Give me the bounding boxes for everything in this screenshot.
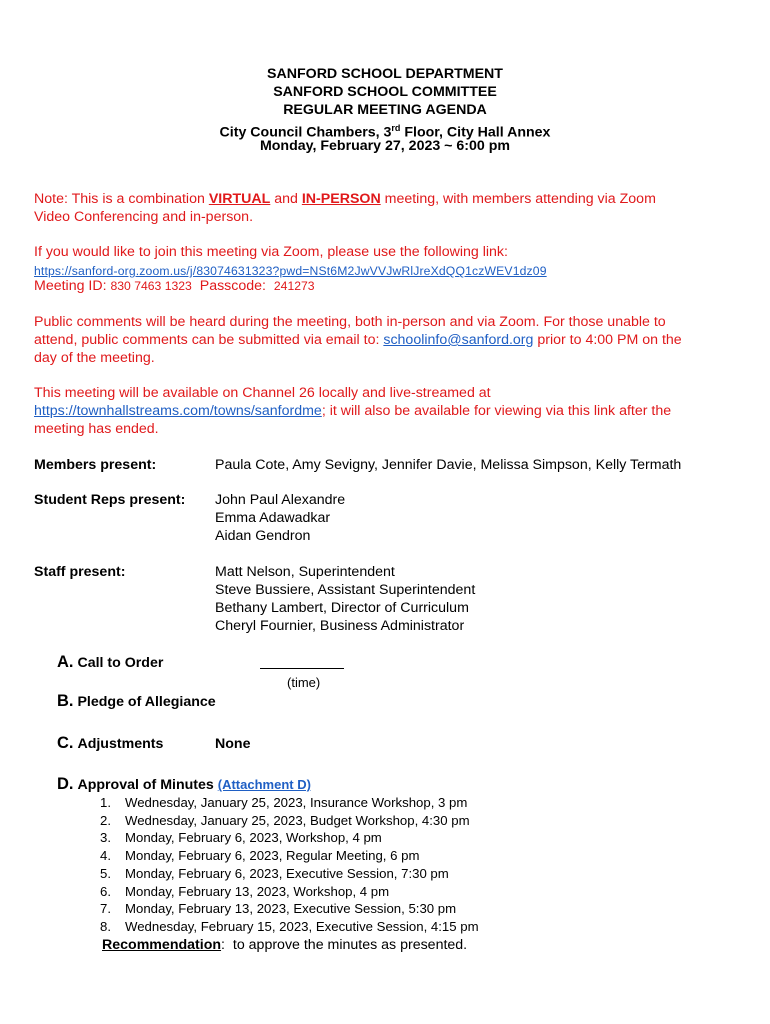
student-rep: John Paul Alexandre — [215, 492, 346, 508]
student-rep: Emma Adawadkar — [215, 510, 331, 526]
meeting-location: City Council Chambers, 3rd Floor, City Hall Annex — [219, 123, 551, 141]
comments-line1: Public comments will be heard during the meeting, both in-person and via Zoom. For those unable to — [34, 314, 666, 330]
list-item: 3. Monday, February 6, 2023, Workshop, 4 pm — [100, 830, 382, 846]
list-item: 6. Monday, February 13, 2023, Workshop, 4 pm — [100, 883, 390, 899]
staff-member: Matt Nelson, Superintendent — [215, 564, 395, 580]
meeting-note: Note: This is a combination VIRTUAL and IN-PERSON meeting, with members attending via Zoom — [34, 191, 656, 207]
meeting-note-line2: Video Conferencing and in-person. — [34, 209, 254, 225]
zoom-link[interactable]: https://sanford-org.zoom.us/j/83074631323?pwd=NSt6M2JwVVJwRlJreXdQQ1czWEV1dz09 — [34, 264, 547, 278]
meeting-id-value: 830 7463 1323 — [110, 279, 192, 293]
staff-label: Staff present: — [34, 564, 126, 580]
members-label: Members present: — [34, 457, 157, 473]
adjustments-value: None — [215, 736, 251, 752]
time-caption: (time) — [287, 675, 321, 690]
recommendation-label: Recommendation — [102, 937, 222, 953]
department-title: SANFORD SCHOOL DEPARTMENT — [267, 66, 503, 82]
staff-member: Steve Bussiere, Assistant Superintendent — [215, 582, 476, 598]
staff-member: Cheryl Fournier, Business Administrator — [215, 618, 465, 634]
list-item: 8. Wednesday, February 15, 2023, Executive Session, 4:15 pm — [100, 918, 479, 934]
stream-link[interactable]: https://townhallstreams.com/towns/sanfordme — [34, 403, 322, 419]
student-reps-label: Student Reps present: — [34, 492, 186, 508]
list-item: 2. Wednesday, January 25, 2023, Budget Workshop, 4:30 pm — [100, 812, 470, 828]
section-c: C. Adjustments — [57, 734, 164, 752]
list-item: 4. Monday, February 6, 2023, Regular Meeting, 6 pm — [100, 848, 420, 864]
comments-line3: day of the meeting. — [34, 350, 155, 366]
stream-line3: meeting has ended. — [34, 421, 159, 437]
list-item: 5. Monday, February 6, 2023, Executive Session, 7:30 pm — [100, 865, 449, 881]
minutes-list — [100, 794, 479, 936]
section-b: B. Pledge of Allegiance — [57, 692, 216, 710]
recommendation: Recommendation: to approve the minutes as presented. — [102, 937, 468, 953]
committee-title: SANFORD SCHOOL COMMITTEE — [273, 84, 497, 100]
passcode-value: 241273 — [273, 279, 315, 293]
email-link[interactable]: schoolinfo@sanford.org — [383, 332, 534, 348]
student-rep: Aidan Gendron — [215, 528, 311, 544]
agenda-title: REGULAR MEETING AGENDA — [283, 102, 487, 118]
section-d: D. Approval of Minutes (Attachment D) — [57, 775, 311, 793]
staff-member: Bethany Lambert, Director of Curriculum — [215, 600, 469, 616]
in-person-label: IN-PERSON — [301, 191, 381, 207]
attachment-d-link[interactable]: (Attachment D) — [217, 777, 311, 792]
stream-line2: https://townhallstreams.com/towns/sanfordme; it will also be available for viewing via this link after the — [34, 403, 672, 419]
virtual-label: VIRTUAL — [208, 191, 271, 207]
members-list: Paula Cote, Amy Sevigny, Jennifer Davie, Melissa Simpson, Kelly Termath — [215, 457, 682, 473]
comments-line2: attend, public comments can be submitted via email to: schoolinfo@sanford.org prior to 4:00 PM on the — [34, 332, 682, 348]
section-a: A. Call to Order — [57, 653, 164, 671]
list-item: 7. Monday, February 13, 2023, Executive Session, 5:30 pm — [100, 901, 457, 917]
meeting-date: Monday, February 27, 2023 ~ 6:00 pm — [259, 138, 511, 154]
stream-line1: This meeting will be available on Channel 26 locally and live-streamed at — [34, 385, 491, 401]
zoom-intro: If you would like to join this meeting via Zoom, please use the following link: — [34, 244, 508, 260]
zoom-credentials: Meeting ID: 830 7463 1323 Passcode: 241273 — [34, 278, 315, 294]
time-blank — [260, 656, 344, 674]
list-item: 1. Wednesday, January 25, 2023, Insurance Workshop, 3 pm — [100, 795, 468, 810]
